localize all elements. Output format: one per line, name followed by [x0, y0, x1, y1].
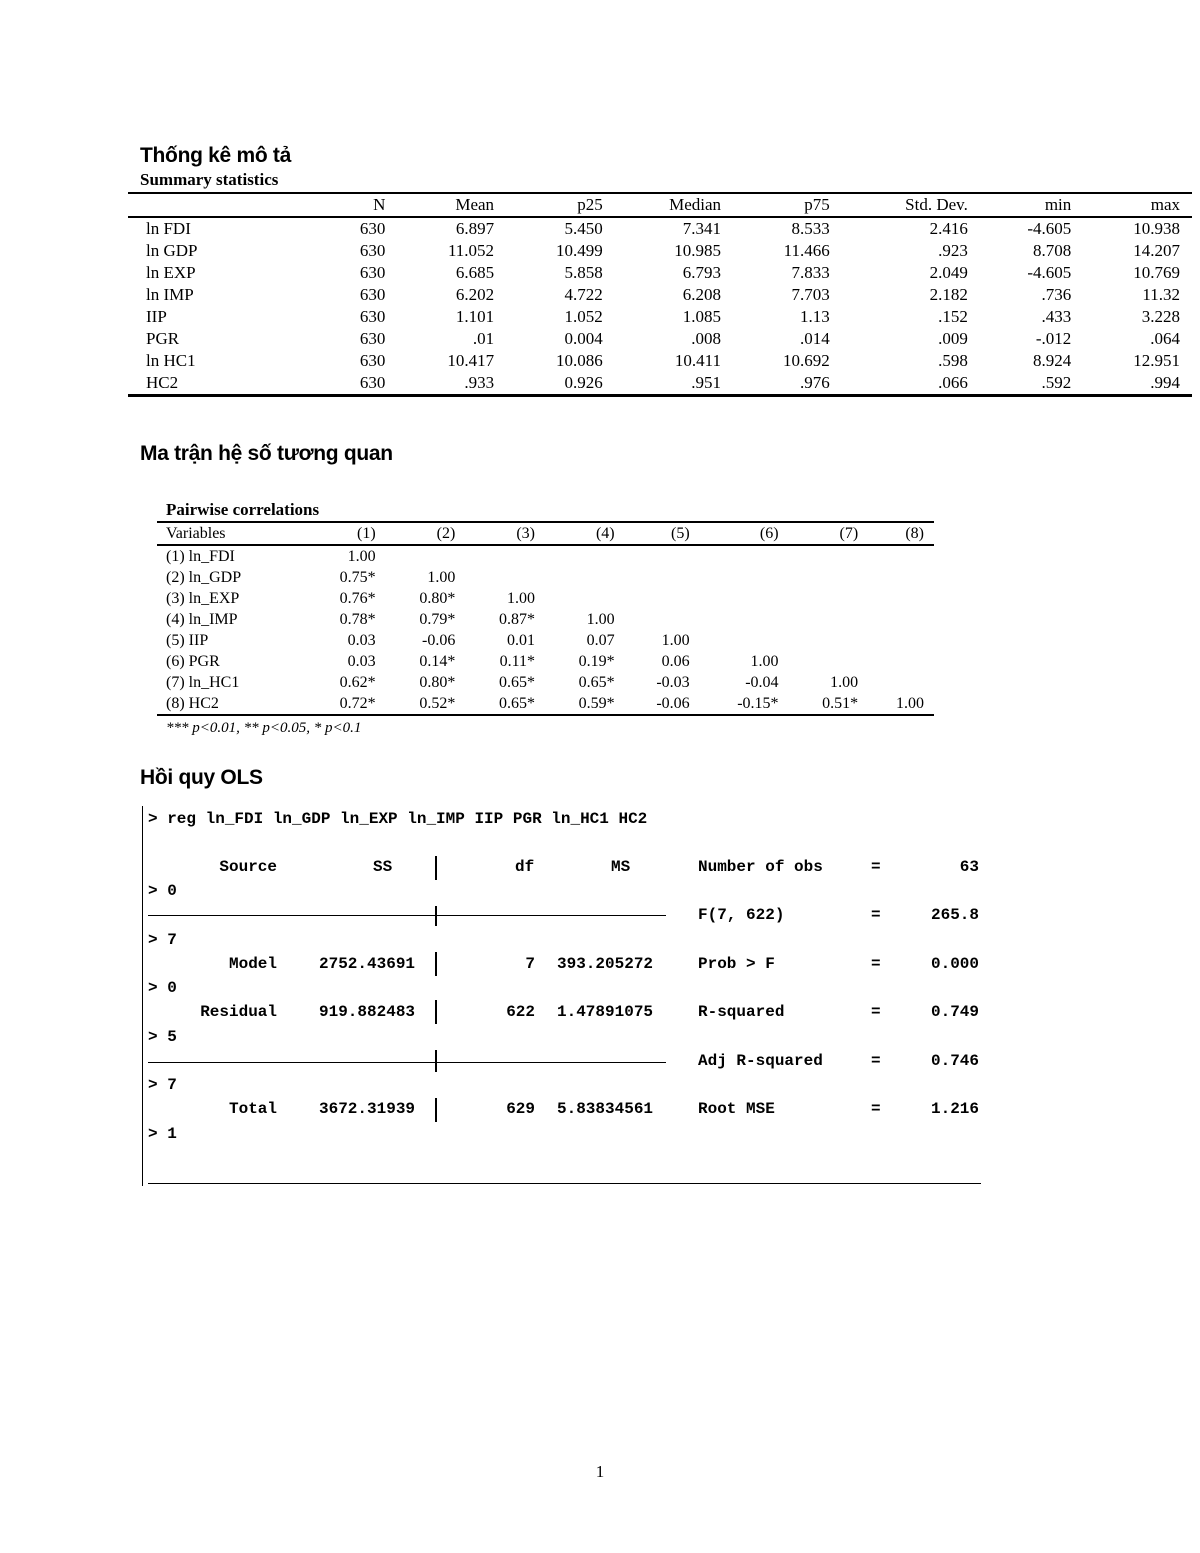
summary-column-header: [128, 193, 328, 217]
correlation-cell: -0.06: [421, 631, 456, 649]
correlation-row-label: (7) ln_HC1: [166, 673, 240, 691]
summary-row: [128, 372, 1192, 396]
correlation-heading: Ma trận hệ số tương quan: [140, 442, 393, 465]
correlation-cell: -0.04: [745, 673, 779, 691]
summary-cell: .009: [938, 329, 968, 348]
correlation-cell: [465, 567, 545, 588]
correlation-cell: 0.11*: [499, 652, 535, 670]
correlation-cell: [789, 588, 869, 609]
summary-cell: 1.101: [455, 307, 495, 326]
correlation-cell: 0.03: [347, 631, 376, 649]
correlation-row-label: (6) PGR: [166, 652, 220, 670]
correlation-cell: 0.87*: [498, 610, 535, 628]
correlation-row-label: (5) IIP: [166, 631, 209, 649]
ols-continuation: > 1: [148, 1125, 177, 1143]
ols-header-source: Source: [219, 858, 277, 876]
ols-ms-residual: 1.47891075: [557, 1003, 654, 1021]
summary-row: [128, 240, 1192, 262]
summary-table: [128, 192, 1192, 397]
summary-row: [128, 217, 1192, 240]
summary-cell: -4.605: [1027, 219, 1072, 238]
ols-continuation: > 5: [148, 1028, 177, 1046]
summary-cell: 2.416: [929, 219, 968, 238]
correlation-cell: [700, 545, 789, 567]
correlation-cell: 0.19*: [578, 652, 615, 670]
correlation-cell: 0.51*: [789, 693, 869, 715]
summary-cell: .066: [842, 372, 980, 396]
summary-cell: 5.450: [564, 219, 603, 238]
summary-cell: 0.004: [564, 329, 603, 348]
summary-cell: .976: [733, 372, 842, 396]
summary-cell: 630: [359, 351, 386, 370]
correlation-cell: -0.03: [656, 673, 690, 691]
summary-cell: 7.341: [682, 219, 722, 238]
summary-cell: 2.049: [929, 263, 968, 282]
summary-column-header: Median: [615, 193, 733, 217]
correlation-cell: [789, 567, 869, 588]
correlation-cell: 1.00: [868, 693, 934, 715]
correlation-cell: 0.65*: [578, 673, 615, 691]
correlation-cell: [386, 545, 466, 567]
summary-cell: 6.208: [682, 285, 722, 304]
summary-cell: 630: [359, 307, 386, 326]
ols-header-ss: SS: [373, 858, 393, 876]
ols-header-ms: MS: [611, 858, 631, 876]
summary-cell: .008: [691, 329, 722, 348]
page-number: 1: [595, 1462, 605, 1481]
summary-cell: 6.897: [455, 219, 495, 238]
ols-header-df: df: [515, 858, 535, 876]
summary-cell: 6.793: [682, 263, 722, 282]
summary-row-label: ln IMP: [146, 285, 194, 304]
correlation-row: [157, 567, 934, 588]
summary-cell: 630: [359, 219, 386, 238]
correlation-row: [157, 588, 934, 609]
correlation-cell: 1.00: [427, 568, 456, 586]
correlation-row: [157, 630, 934, 651]
summary-cell: 11.32: [1142, 285, 1180, 304]
correlation-row: [157, 672, 934, 693]
summary-cell: 8.924: [1033, 351, 1072, 370]
ols-stat-label: Number of obs: [698, 858, 823, 876]
ols-stat-eq: =: [871, 1052, 881, 1070]
correlation-cell: [868, 588, 934, 609]
correlation-cell: -0.06: [625, 693, 700, 715]
ols-continuation: > 0: [148, 882, 177, 900]
summary-cell: 10.417: [447, 351, 495, 370]
correlation-cell: [700, 567, 789, 588]
summary-cell: 630: [359, 263, 386, 282]
correlation-cell: [868, 651, 934, 672]
correlation-cell: [868, 630, 934, 651]
summary-cell: 12.951: [1133, 351, 1180, 370]
correlation-table: [157, 521, 934, 716]
correlation-cell: -0.15*: [700, 693, 789, 715]
ols-ss-total: 3672.31939: [319, 1100, 416, 1118]
summary-cell: 1.13: [799, 307, 830, 326]
ols-stat-value: 265.8: [930, 906, 979, 924]
correlation-column-header: (4): [545, 522, 625, 545]
ols-heading: Hồi quy OLS: [140, 766, 263, 789]
summary-cell: .923: [938, 241, 968, 260]
ols-stat-label: F(7, 622): [698, 906, 785, 924]
correlation-cell: 0.72*: [306, 693, 386, 715]
ols-ss-residual: 919.882483: [319, 1003, 416, 1021]
summary-row: [128, 350, 1192, 372]
summary-cell: .933: [397, 372, 506, 396]
summary-row-label: HC2: [128, 372, 328, 396]
summary-cell: 4.722: [564, 285, 603, 304]
correlation-cell: [700, 609, 789, 630]
correlation-cell: [868, 609, 934, 630]
summary-cell: 6.202: [455, 285, 495, 304]
summary-row: [128, 284, 1192, 306]
correlation-cell: [465, 545, 545, 567]
ols-df-total: 629: [506, 1100, 535, 1118]
summary-cell: 630: [328, 372, 397, 396]
correlation-row: [157, 693, 934, 715]
summary-cell: 5.858: [564, 263, 603, 282]
correlation-cell: 0.80*: [419, 589, 456, 607]
correlation-cell: [700, 588, 789, 609]
correlation-cell: 1.00: [661, 631, 690, 649]
summary-cell: 8.533: [791, 219, 830, 238]
summary-cell: -.012: [1035, 329, 1072, 348]
correlation-row: [157, 545, 934, 567]
summary-cell: 7.833: [791, 263, 830, 282]
summary-cell: .152: [938, 307, 968, 326]
correlation-column-header: (7): [789, 522, 869, 545]
correlation-cell: [789, 609, 869, 630]
summary-column-header: Mean: [397, 193, 506, 217]
correlation-cell: 0.59*: [545, 693, 625, 715]
summary-cell: 6.685: [455, 263, 495, 282]
summary-cell: 11.052: [447, 241, 495, 260]
summary-row-label: PGR: [146, 329, 180, 348]
correlation-cell: 1.00: [750, 652, 779, 670]
summary-cell: 8.708: [1033, 241, 1072, 260]
ols-ms-model: 393.205272: [557, 955, 654, 973]
correlation-table-header: [157, 522, 934, 545]
ols-stat-value: 63: [959, 858, 979, 876]
correlation-cell: 1.00: [830, 673, 859, 691]
summary-cell: .433: [1041, 307, 1072, 326]
ols-stat-label: R-squared: [698, 1003, 785, 1021]
correlation-row: [157, 609, 934, 630]
ols-stat-eq: =: [871, 955, 881, 973]
correlation-cell: 0.07: [586, 631, 615, 649]
correlation-cell: 0.01: [506, 631, 535, 649]
correlation-cell: 0.80*: [419, 673, 456, 691]
correlation-row-label: (3) ln_EXP: [166, 589, 240, 607]
summary-column-header: N: [328, 193, 397, 217]
correlation-row: [157, 651, 934, 672]
summary-column-header: Std. Dev.: [842, 193, 980, 217]
ols-df-residual: 622: [506, 1003, 535, 1021]
correlation-table-title: Pairwise correlations: [166, 500, 320, 519]
correlation-cell: [625, 545, 700, 567]
correlation-cell: 1.00: [586, 610, 615, 628]
summary-cell: 10.086: [556, 351, 603, 370]
correlation-row-label: (1) ln_FDI: [166, 547, 235, 565]
ols-ss-model: 2752.43691: [319, 955, 416, 973]
summary-row-label: ln FDI: [146, 219, 191, 238]
summary-table-title: Summary statistics: [140, 170, 279, 189]
summary-cell: 1.052: [564, 307, 603, 326]
correlation-cell: [545, 588, 625, 609]
correlation-cell: [868, 545, 934, 567]
summary-cell: 10.938: [1133, 219, 1180, 238]
summary-cell: 10.769: [1133, 263, 1180, 282]
summary-cell: 14.207: [1133, 241, 1180, 260]
summary-column-header: p25: [506, 193, 615, 217]
correlation-cell: 0.06: [661, 652, 690, 670]
correlation-cell: [625, 609, 700, 630]
ols-ms-total: 5.83834561: [557, 1100, 654, 1118]
correlation-cell: [625, 567, 700, 588]
correlation-cell: [868, 567, 934, 588]
summary-cell: .951: [615, 372, 733, 396]
summary-table-header: [128, 193, 1192, 217]
correlation-cell: 0.52*: [386, 693, 466, 715]
summary-row: [128, 306, 1192, 328]
correlation-cell: 0.65*: [465, 693, 545, 715]
summary-row-label: ln HC1: [146, 351, 196, 370]
summary-cell: 11.466: [783, 241, 830, 260]
correlation-cell: 0.03: [347, 652, 376, 670]
summary-cell: 7.703: [791, 285, 830, 304]
ols-source-total: Total: [228, 1100, 277, 1118]
summary-row: [128, 262, 1192, 284]
ols-stat-value: 1.216: [930, 1100, 979, 1118]
ols-stat-label: Adj R-squared: [698, 1052, 823, 1070]
ols-df-model: 7: [525, 955, 535, 973]
summary-cell: 630: [359, 285, 386, 304]
summary-cell: .014: [799, 329, 830, 348]
ols-stat-eq: =: [871, 1003, 881, 1021]
ols-source-model: Model: [228, 955, 277, 973]
correlation-cell: [545, 567, 625, 588]
summary-cell: .994: [1083, 372, 1192, 396]
correlation-cell: 0.79*: [419, 610, 456, 628]
correlation-cell: 0.75*: [339, 568, 376, 586]
correlation-cell: 0.65*: [498, 673, 535, 691]
summary-column-header: min: [980, 193, 1083, 217]
correlation-cell: 1.00: [347, 547, 376, 565]
correlation-cell: 1.00: [506, 589, 535, 607]
summary-cell: 630: [359, 241, 386, 260]
correlation-cell: [700, 630, 789, 651]
ols-stat-value: 0.746: [930, 1052, 979, 1070]
correlation-row-label: (2) ln_GDP: [166, 568, 242, 586]
summary-row-label: ln EXP: [146, 263, 196, 282]
correlation-cell: [789, 651, 869, 672]
correlation-cell: 0.62*: [339, 673, 376, 691]
correlation-column-header: (6): [700, 522, 789, 545]
summary-cell: 0.926: [506, 372, 615, 396]
correlation-column-header: (1): [306, 522, 386, 545]
ols-continuation: > 0: [148, 979, 177, 997]
ols-source-residual: Residual: [200, 1003, 277, 1021]
ols-output: [142, 806, 983, 1186]
correlation-cell: [625, 588, 700, 609]
ols-stat-eq: =: [871, 858, 881, 876]
summary-heading: Thống kê mô tả: [140, 144, 291, 167]
correlation-cell: 0.76*: [339, 589, 376, 607]
summary-cell: 10.692: [782, 351, 830, 370]
summary-cell: 10.411: [674, 351, 722, 370]
correlation-column-header: (2): [386, 522, 466, 545]
correlation-column-header: (8): [868, 522, 934, 545]
ols-stat-value: 0.000: [930, 955, 979, 973]
ols-stat-label: Prob > F: [698, 955, 775, 973]
correlation-cell: 0.78*: [339, 610, 376, 628]
correlation-row-label: (4) ln_IMP: [166, 610, 238, 628]
ols-stat-label: Root MSE: [698, 1100, 775, 1118]
summary-cell: .064: [1150, 329, 1180, 348]
correlation-column-header: Variables: [157, 522, 306, 545]
correlation-cell: [868, 672, 934, 693]
summary-cell: 10.985: [674, 241, 722, 260]
ols-continuation: > 7: [148, 1076, 177, 1094]
summary-column-header: p75: [733, 193, 842, 217]
ols-stat-eq: =: [871, 1100, 881, 1118]
correlation-row-label: (8) HC2: [157, 693, 306, 715]
summary-cell: .592: [980, 372, 1083, 396]
summary-cell: -4.605: [1027, 263, 1072, 282]
ols-stat-value: 0.749: [930, 1003, 979, 1021]
summary-cell: .598: [938, 351, 968, 370]
summary-cell: 10.499: [556, 241, 603, 260]
ols-continuation: > 7: [148, 931, 177, 949]
summary-row: [128, 328, 1192, 350]
significance-note: *** p<0.01, ** p<0.05, * p<0.1: [166, 720, 362, 736]
summary-row-label: IIP: [146, 307, 167, 326]
summary-cell: 630: [359, 329, 386, 348]
summary-cell: 3.228: [1141, 307, 1180, 326]
correlation-column-header: (5): [625, 522, 700, 545]
correlation-cell: 0.14*: [419, 652, 456, 670]
summary-cell: .01: [472, 329, 495, 348]
summary-cell: 1.085: [682, 307, 722, 326]
summary-row-label: ln GDP: [146, 241, 198, 260]
summary-cell: .736: [1041, 285, 1072, 304]
ols-stat-eq: =: [871, 906, 881, 924]
correlation-column-header: (3): [465, 522, 545, 545]
correlation-cell: [789, 545, 869, 567]
summary-cell: 2.182: [929, 285, 968, 304]
summary-column-header: max: [1083, 193, 1192, 217]
ols-command: > reg ln_FDI ln_GDP ln_EXP ln_IMP IIP PGR ln_HC1 HC2: [148, 810, 648, 828]
correlation-cell: [545, 545, 625, 567]
correlation-cell: [789, 630, 869, 651]
